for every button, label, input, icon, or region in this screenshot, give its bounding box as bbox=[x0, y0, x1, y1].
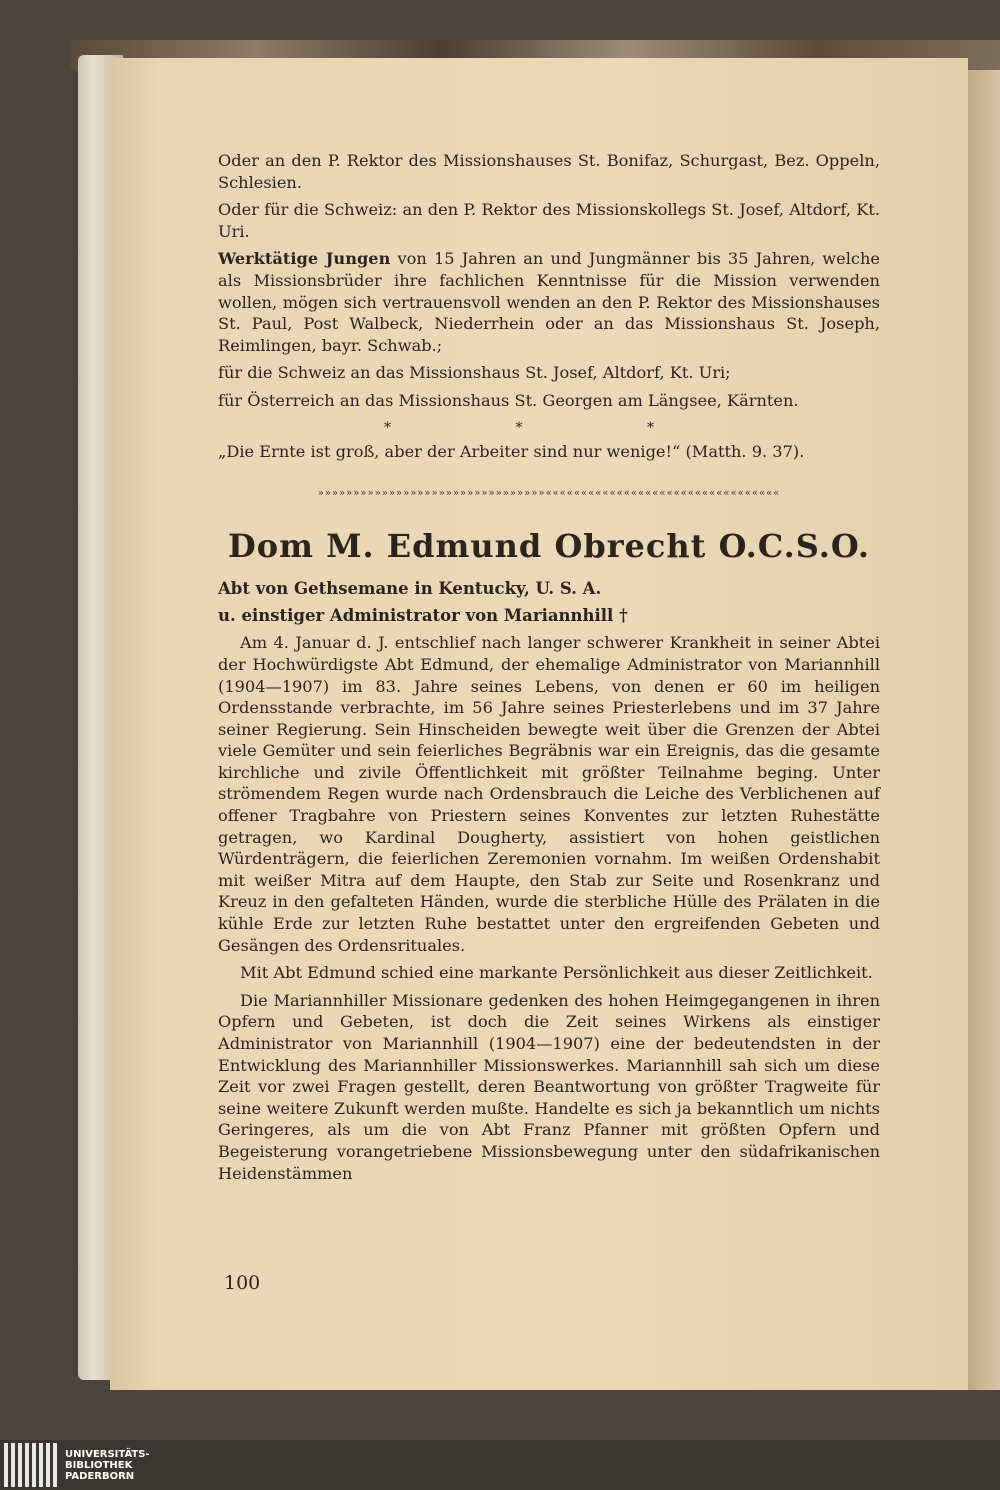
asterism: * * * bbox=[384, 419, 714, 436]
next-page-edge bbox=[968, 70, 1000, 1390]
library-name bbox=[65, 1449, 150, 1482]
library-logo-icon bbox=[4, 1443, 57, 1487]
library-logo bbox=[4, 1442, 150, 1488]
address-bonifaz: Oder an den P. Rektor des Missionshauses St. Bonifaz, Schurgast, Bez. Oppeln, Schlesien. bbox=[218, 151, 880, 192]
library-footer bbox=[0, 1440, 1000, 1490]
werktaetige-paragraph bbox=[218, 248, 880, 356]
article-title: Dom M. Edmund Obrecht O.C.S.O. bbox=[227, 527, 871, 566]
werktaetige-lead: Werktätige Jungen bbox=[218, 249, 391, 269]
library-line-2: BIBLIOTHEK bbox=[65, 1459, 133, 1471]
oesterreich-line: für Österreich an das Missionshaus St. Georgen am Längsee, Kärnten. bbox=[218, 390, 799, 410]
page-number: 100 bbox=[224, 1272, 261, 1294]
article-paragraph: Am 4. Januar d. J. entschlief nach langer schwerer Krankheit in seiner Abtei der Hochwürdigste Abt Edmund, der ehemalige Administrator von Mariannhill (1904—1907) im 83. Jahre seines Lebens, von denen er 60 im heiligen Ordensstande verbrachte, im 56 Jahre seines Priesterlebens und im 37 Jahre seiner Regierung. Sein Hinscheiden bewegte weit über die Grenzen der Abtei viele Gemüter und sein feierliches Begräbnis war ein Ereignis, das die gesamte kirchliche und zivile Öffentlichkeit mit größter Teilnahme beging. Unter strömendem Regen wurde nach Ordensbrauch die Leiche des Verblichenen auf offener Tragbahre von Priestern seines Konventes zur letzten Ruhestätte getragen, wo Kardinal Dougherty, assistiert von hohen geistlichen Würdenträgern, die feierlichen Zeremonien vornahm. Im weißen Ordenshabit mit weißer Mitra auf dem Haupte, den Stab zur Seite und Rosenkranz und Kreuz in den gefalteten Händen, wurde die sterbliche Hülle des Prälaten in die kühle Erde zur letzten Ruhe bestattet unter den ergreifenden Gebeten und Gesängen des Ordensrituales. bbox=[218, 633, 880, 955]
article-paragraph: Mit Abt Edmund schied eine markante Persönlichkeit aus dieser Zeitlichkeit. bbox=[240, 963, 873, 983]
page-text bbox=[218, 150, 880, 1190]
address-altdorf: Oder für die Schweiz: an den P. Rektor des Missionskollegs St. Josef, Altdorf, Kt. Uri. bbox=[218, 200, 880, 241]
article-subtitle-2: u. einstiger Administrator von Mariannhill † bbox=[218, 606, 628, 626]
schweiz-line: für die Schweiz an das Missionshaus St. Josef, Altdorf, Kt. Uri; bbox=[218, 363, 731, 383]
ornamental-divider: »»»»»»»»»»»»»»»»»»»»»»»»»»»»»»»»««««««««««««««««««««««««««««««««« bbox=[317, 487, 781, 499]
article-subtitle: Abt von Gethsemane in Kentucky, U. S. A. bbox=[218, 579, 602, 599]
article-paragraph: Die Mariannhiller Missionare gedenken des hohen Heimgegangenen in ihren Opfern und Gebeten, ist doch die Zeit seines Wirkens als einstiger Administrator von Mariannhill (1904—1907) eine der bedeutendsten in der Entwicklung des Mariannhiller Missionswerkes. Mariannhill sah sich um diese Zeit vor zwei Fragen gestellt, deren Beantwortung von größter Tragweite für seine weitere Zukunft werden mußte. Handelte es sich ja bekanntlich um nichts Geringeres, als um die von Abt Franz Pfanner mit größten Opfern und Begeisterung vorangetriebene Missionsbewegung unter den südafrikanischen Heidenstämmen bbox=[218, 990, 880, 1183]
library-line-1: UNIVERSITÄTS- bbox=[65, 1448, 150, 1460]
bible-quote: „Die Ernte ist groß, aber der Arbeiter sind nur wenige!“ (Matth. 9. 37). bbox=[218, 442, 805, 462]
library-line-3: PADERBORN bbox=[65, 1470, 135, 1482]
werktaetige-rest: von 15 Jahren an und Jungmänner bis 35 Jahren, welche als Missionsbrüder ihre fachlichen Kenntnisse für die Mission verwenden wollen, mögen sich vertrauensvoll wenden an den P. Rektor des Missionshauses St. Paul, Post Walbeck, Niederrhein oder an das Missionshaus St. Joseph, Reimlingen, bayr. Schwab.; bbox=[218, 249, 880, 355]
